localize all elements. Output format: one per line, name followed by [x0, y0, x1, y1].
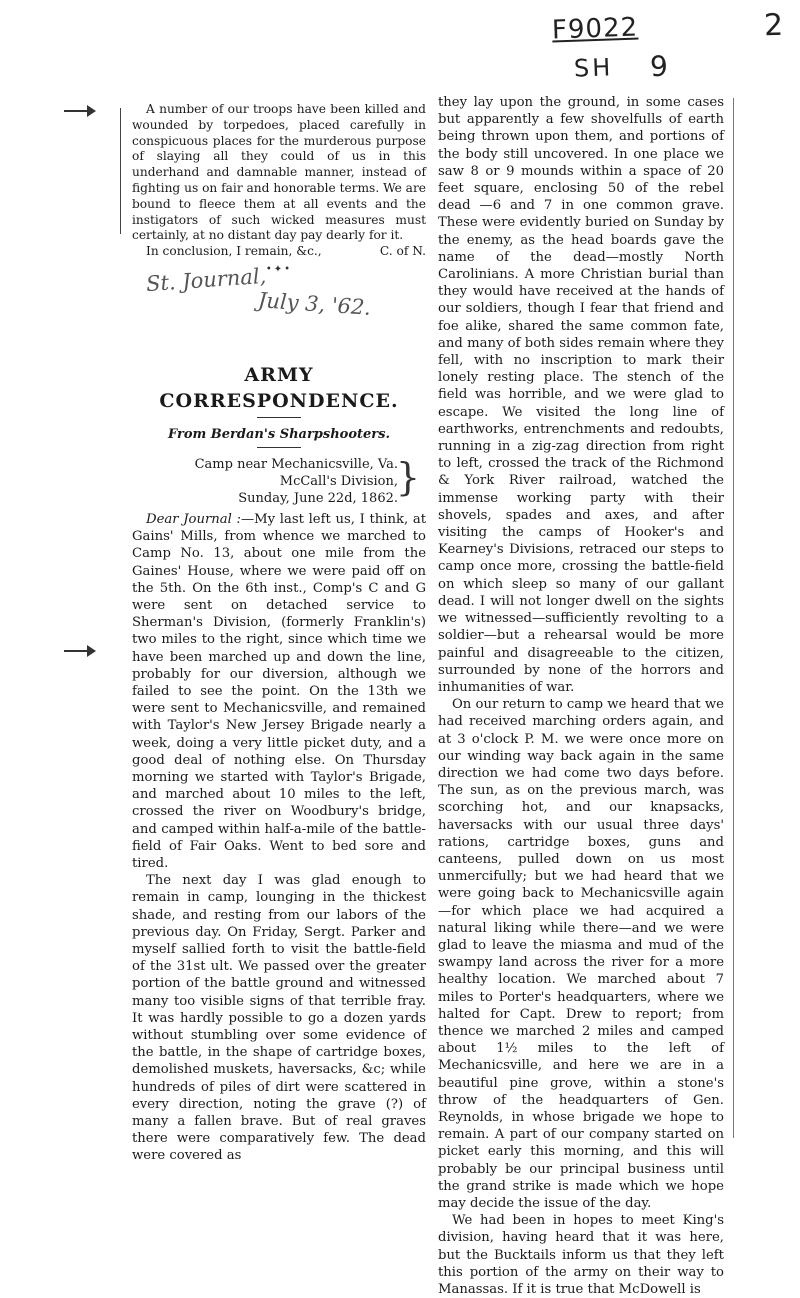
archive-sh-mark: SH [573, 53, 614, 83]
dateline-camp: Camp near Mechanicsville, Va. [194, 456, 398, 472]
paragraph-5: We had been in hopes to meet King's division, having heard that it was here, but the Bucktails inform us that they left this portion of the army on their way to Manassas. If it is true that McDowell is [438, 1213, 724, 1298]
paragraph-4: On our return to camp we heard that we had received marching orders again, and at 3 o'clock P. M. we were once more on our winding way back again in the same direction we had come two days before. The sun, as on the previous march, was scorching hot, and our knapsacks, haversacks with our usual three days' rations, cartridge boxes, guns and canteens, pulled down on us most unmercifully; but we had heard that we were going back to Mechanicsville again—for which place we had acquired a natural liking while there—and we were glad to leave the miasma and mud of the swampy land across the river for a more healthy location. We marched about 7 miles to Porter's headquarters, where we halted for Capt. Drew to report; from thence we marched 2 miles and camped about 1½ miles to the left of Mechanicsville, and here we are in a beautiful pine grove, within a stone's throw of the headquarters of Gen. Reynolds, in whose brigade we hope to remain. A part of our company started on picket early this morning, and this will probably be our principal business until the grand strike is made which we hope may decide the issue of the day. [438, 697, 724, 1211]
column-edge-line [733, 98, 734, 1138]
margin-arrow-icon [64, 110, 94, 112]
torpedo-article-text: A number of our troops have been killed and wounded by torpedoes, placed carefully in conspicuous places for the murderous purpose of slaying all they could of us in this underhand and damnable manner, instead of fighting us on fair and honorable terms. We are bound to fleece them at all events and the instigators of such wicked measures must certainly, at no distant day pay dearly for it. [132, 102, 426, 243]
right-column [438, 94, 724, 1298]
salutation: Dear Journal : [146, 511, 241, 527]
page-number: 2 [763, 7, 784, 44]
torpedo-article [132, 102, 426, 278]
archive-reference-number: F9022 [551, 12, 639, 46]
paragraph-1-text: —My last left us, I think, at Gains' Mills, from whence we marched to Camp No. 13, about one mile from the Gaines' House, where we were paid off on the 5th. On the 6th inst., Comp's C and G were sent on detached service to Sherman's Division, (formerly Franklin's) two miles to the right, since which time we have been marched up and down the line, probably for our diversion, although we failed to see the point. On the 13th we were sent to Mechanicsville, and remained with Taylor's New Jersey Brigade nearly a week, doing a very little picket duty, and a good deal of nothing else. On Thursday morning we started with Taylor's Brigade, and marched about 10 miles to the left, crossed the river on Woodbury's bridge, and camped within half-a-mile of the battle-field of Fair Oaks. Went to bed sore and tired. [132, 511, 426, 872]
article-subhead: From Berdan's Sharpshooters. [168, 426, 390, 442]
signature: C. of N. [379, 244, 426, 259]
article-signoff [132, 244, 426, 260]
handwritten-date-note: July 3, '62. [257, 288, 372, 320]
article-headline: ARMY CORRESPONDENCE. [159, 363, 399, 412]
paragraph-3: they lay upon the ground, in some cases but apparently a few shovelfulls of earth being thrown upon them, and portions of the body still uncovered. In one place we saw 8 or 9 mounds within a space of 20 feet square, enclosing 50 of the rebel dead —6 and 7 in one common grave. These were evidently buried on Sunday by the enemy, as the head boards gave the name of the dead—mostly North Carolinians. A more Christian burial than they would have received at the hands of our soldiers, though I fear that friend and foe alike, shared the same common fate, and many of both sides remain where they fell, with no inscription to mark their lonely resting place. The stench of the field was horrible, and we were glad to escape. We visited the long line of earthworks, entrenchments and redoubts, running in a zig-zag direction from right to left, crossed the track of the Richmond & York River railroad, watched the immense working party with their shovels, spades and axes, and after visiting the camps of Hooker's and Kearney's Divisions, retraced our steps to camp once more, crossing the battle-field on which sleep so many of our gallant dead. I will not longer dwell on the sights we witnessed—sufficiently revolting to a soldier—but a rehearsal would be more painful and disagreeable to the citizen, surrounded by none of the horrors and inhumanities of war. [438, 95, 724, 695]
archive-number-nine: 9 [649, 49, 669, 84]
closing-line: In conclusion, I remain, &c., [146, 244, 322, 259]
margin-bracket-line [120, 108, 121, 234]
dateline-division: McCall's Division, [279, 473, 398, 489]
margin-arrow-icon [64, 650, 94, 652]
paragraph-2: The next day I was glad enough to remain in camp, lounging in the thickest shade, and resting from our labors of the previous day. On Friday, Sergt. Parker and myself sallied forth to visit the battle-field of the 31st ult. We passed over the greater portion of the battle ground and witnessed many too visible signs of that terrible fray. It was hardly possible to go a dozen yards without stumbling over some evidence of the battle, in the shape of cartridge boxes, demolished muskets, haversacks, &c; while hundreds of piles of dirt were scattered in every direction, noting the grave (?) of many a fallen brave. But of real graves there were comparatively few. The dead were covered as [132, 873, 426, 1164]
left-column [132, 102, 426, 1165]
paragraph-1 [132, 511, 426, 872]
ornament-rule: •✦• [265, 263, 293, 275]
dateline-date: Sunday, June 22d, 1862. [238, 490, 398, 506]
dateline [132, 456, 426, 507]
subhead-rule [257, 447, 301, 448]
brace-icon: } [395, 454, 420, 499]
headline-rule [257, 417, 301, 418]
handwritten-journal-note: St. Journal, [145, 263, 267, 297]
